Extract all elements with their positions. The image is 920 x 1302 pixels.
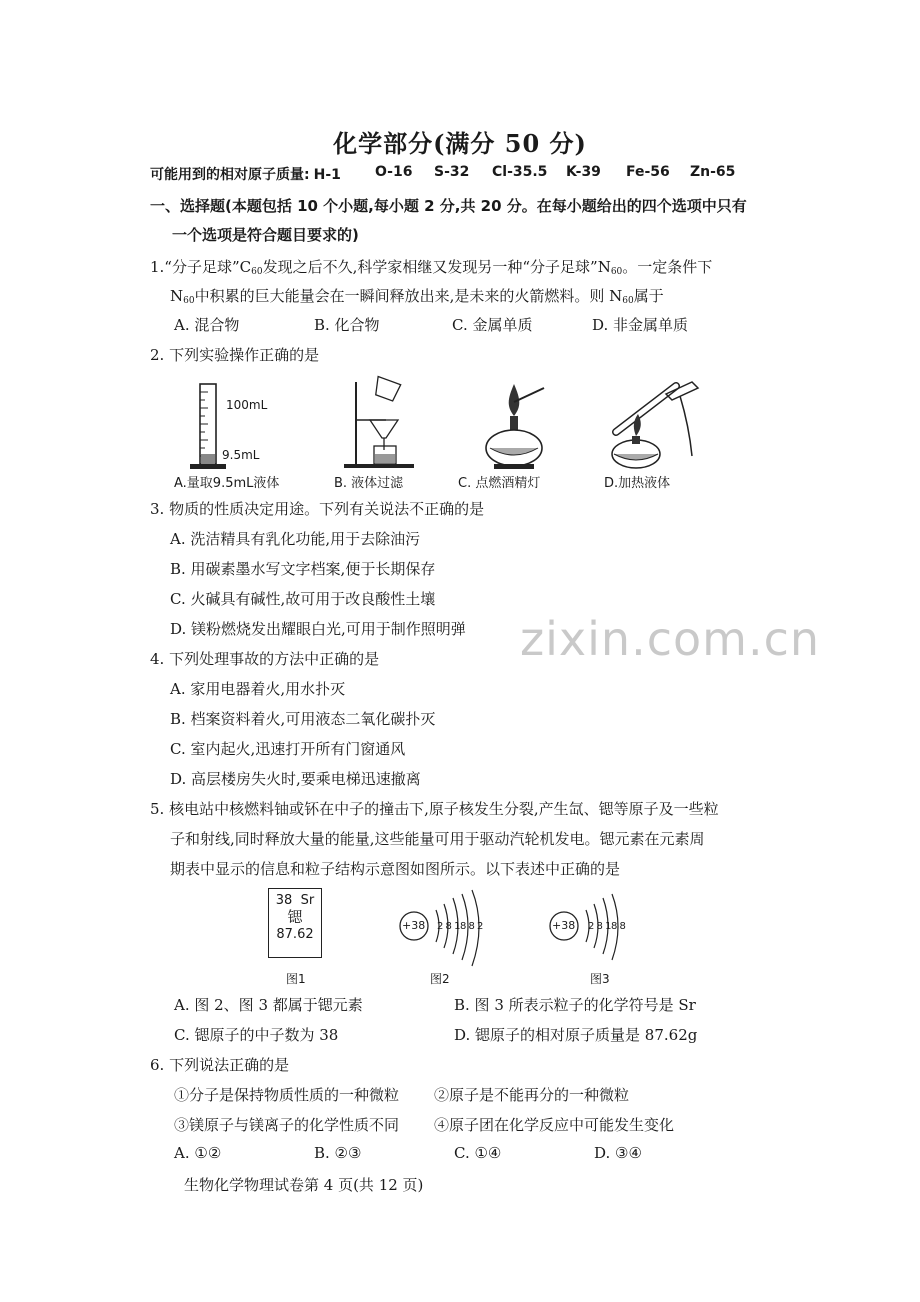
element-name: 锶: [287, 908, 303, 926]
ion-nucleus: +38: [552, 919, 576, 932]
atom-nucleus: +38: [402, 919, 426, 932]
figure-caption: A.量取9.5mL液体: [174, 476, 280, 491]
page-title: 化学部分(满分 50 分): [333, 129, 587, 158]
ion-shells: 2 8 18 8: [588, 921, 626, 932]
figure-caption: D.加热液体: [604, 476, 671, 491]
question-6-option[interactable]: D. ③④: [594, 1144, 642, 1162]
question-5-line3: 期表中显示的信息和粒子结构示意图如图所示。以下表述中正确的是: [170, 860, 621, 878]
question-3-option[interactable]: C. 火碱具有碱性,故可用于改良酸性土壤: [170, 590, 436, 608]
question-1-option[interactable]: D. 非金属单质: [592, 316, 689, 334]
mass-item: Cl-35.5: [492, 164, 548, 180]
cylinder-label-top: 100mL: [226, 398, 268, 412]
question-6-statement: ④原子团在化学反应中可能发生变化: [434, 1116, 675, 1134]
question-1-line2: $N_{60}$中积累的巨大能量会在一瞬间释放出来,是未来的火箭燃料。则 $N_{60}$属于: [170, 287, 664, 306]
section-heading: 一、选择题(本题包括 10 个小题,每小题 2 分,共 20 分。在每小题给出的四个选项中只有: [150, 197, 747, 215]
figure-caption: B. 液体过滤: [334, 476, 404, 491]
question-1-option[interactable]: B. 化合物: [314, 316, 380, 334]
filtration-figure: [340, 376, 420, 472]
atomic-masses-line: [150, 164, 341, 184]
question-3-option[interactable]: D. 镁粉燃烧发出耀眼白光,可用于制作照明弹: [170, 620, 466, 638]
question-4-stem: 4. 下列处理事故的方法中正确的是: [150, 650, 380, 668]
section-heading-cont: 一个选项是符合题目要求的): [172, 226, 359, 244]
question-2-stem: 2. 下列实验操作正确的是: [150, 346, 320, 364]
question-1-option[interactable]: C. 金属单质: [452, 316, 533, 334]
cylinder-label-bottom: 9.5mL: [222, 448, 260, 462]
heating-liquid-figure: [606, 376, 706, 472]
question-5-line1: 5. 核电站中核燃料铀或钚在中子的撞击下,原子核发生分裂,产生氙、锶等原子及一些粒: [150, 800, 719, 818]
question-3-option[interactable]: A. 洗洁精具有乳化功能,用于去除油污: [170, 530, 421, 548]
question-4-option[interactable]: D. 高层楼房失火时,要乘电梯迅速撤离: [170, 770, 421, 788]
question-5-option[interactable]: C. 锶原子的中子数为 38: [174, 1026, 339, 1044]
page-footer: 生物化学物理试卷第 4 页(共 12 页): [184, 1176, 424, 1194]
question-1-option[interactable]: A. 混合物: [174, 316, 240, 334]
figure-label: 图3: [590, 972, 610, 986]
atomic-number: 38: [275, 893, 293, 908]
mass-item: S-32: [434, 164, 470, 180]
atom-shells: 2 8 18 8 2: [437, 921, 483, 932]
question-4-option[interactable]: A. 家用电器着火,用水扑灭: [170, 680, 346, 698]
watermark: zixin.com.cn: [520, 612, 821, 666]
question-5-option[interactable]: D. 锶原子的相对原子质量是 87.62g: [454, 1026, 698, 1044]
question-6-option[interactable]: A. ①②: [174, 1144, 222, 1162]
mass-item: Fe-56: [626, 164, 670, 180]
question-6-statement: ②原子是不能再分的一种微粒: [434, 1086, 630, 1104]
atomic-mass: 87.62: [276, 927, 314, 942]
element-symbol: Sr: [300, 893, 315, 908]
question-4-option[interactable]: C. 室内起火,迅速打开所有门窗通风: [170, 740, 406, 758]
atomic-masses-label: 可能用到的相对原子质量:: [150, 167, 310, 183]
question-6-option[interactable]: C. ①④: [454, 1144, 502, 1162]
mass-item: O-16: [375, 164, 413, 180]
figure-label: 图2: [430, 972, 450, 986]
question-4-option[interactable]: B. 档案资料着火,可用液态二氧化碳扑灭: [170, 710, 436, 728]
question-3-stem: 3. 物质的性质决定用途。下列有关说法不正确的是: [150, 500, 485, 518]
question-6-statement: ③镁原子与镁离子的化学性质不同: [174, 1116, 400, 1134]
question-6-stem: 6. 下列说法正确的是: [150, 1056, 290, 1074]
question-1-line1: 1.“分子足球$”C_{60}$发现之后不久,科学家相继又发现另一种“分子足球$”N_{60}$。一定条件下: [150, 258, 713, 277]
question-6-option[interactable]: B. ②③: [314, 1144, 362, 1162]
mass-item: Zn-65: [690, 164, 736, 180]
mass-item: H-1: [313, 167, 341, 183]
question-5-option[interactable]: A. 图 2、图 3 都属于锶元素: [174, 996, 363, 1014]
figure-label: 图1: [286, 972, 306, 986]
question-5-option[interactable]: B. 图 3 所表示粒子的化学符号是 Sr: [454, 996, 696, 1014]
mass-item: K-39: [566, 164, 601, 180]
question-5-line2: 子和射线,同时释放大量的能量,这些能量可用于驱动汽轮机发电。锶元素在元素周: [170, 830, 705, 848]
element-info-box: [268, 888, 322, 958]
alcohol-lamp-figure: [478, 376, 558, 472]
question-3-option[interactable]: B. 用碳素墨水写文字档案,便于长期保存: [170, 560, 436, 578]
figure-caption: C. 点燃酒精灯: [458, 476, 541, 491]
question-6-statement: ①分子是保持物质性质的一种微粒: [174, 1086, 400, 1104]
